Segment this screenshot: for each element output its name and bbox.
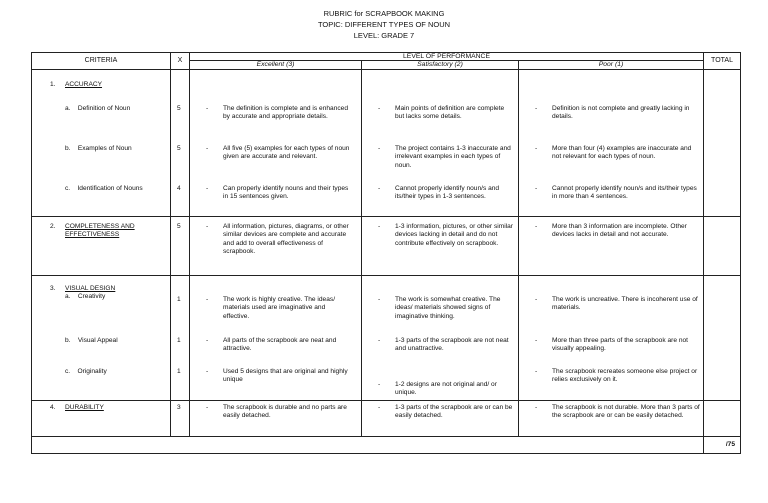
level-line: LEVEL: GRADE 7 bbox=[353, 31, 415, 40]
excellent-descriptor: The definition is complete and is enhanced by accurate and appropriate details. bbox=[223, 105, 348, 121]
satisfactory-header: Satisfactory (2) bbox=[362, 61, 519, 70]
criterion-label: a. Definition of Noun bbox=[65, 105, 131, 112]
total-value: /75 bbox=[725, 441, 736, 448]
poor-descriptor: More than three parts of the scrapbook are not visually appealing. bbox=[552, 337, 688, 353]
level-header: LEVEL OF PERFORMANCE bbox=[190, 53, 704, 61]
satisfactory-descriptor: 1-2 designs are not original and/ or unique. bbox=[395, 381, 497, 397]
weight-value: 1 bbox=[177, 296, 181, 303]
criteria-header: CRITERIA bbox=[32, 53, 171, 70]
section-number: 3. bbox=[50, 285, 56, 292]
topic-line: TOPIC: DIFFERENT TYPES OF NOUN bbox=[317, 20, 451, 29]
section-visual-design: 3. VISUAL DESIGN a. Creativity b. Visual Appeal c. Originality 1 1 1 - The work is highly creative. The ideas/ materials used are imaginative and effective. - All parts of the scrapbook are neat and attractive. - Used 5 designs that are original and highly unique - The work is somewhat creative. The ideas/ materials showed signs of imaginative thinking. - 1-3 parts of the scrapbook are not neat and unattractive. - 1-2 designs are not original and/ or unique. - The work is uncreative. There is incoherent use of materials. - More than three parts of the scrapbook are not visually appealing. - The scrapbook recreates someone else project or relies exclusively on it. bbox=[32, 276, 741, 401]
x-header: X bbox=[171, 53, 190, 70]
poor-descriptor: The scrapbook is not durable. More than 3 parts of the scrapbook are or can be easily detached. bbox=[552, 404, 700, 420]
poor-descriptor: The scrapbook recreates someone else project or relies exclusively on it. bbox=[552, 368, 698, 384]
excellent-descriptor: All parts of the scrapbook are neat and attractive. bbox=[223, 337, 337, 353]
satisfactory-descriptor: 1-3 parts of the scrapbook are or can be easily detached. bbox=[395, 404, 513, 420]
total-header: TOTAL bbox=[704, 53, 741, 70]
weight-value: 1 bbox=[177, 337, 181, 344]
weight-value: 3 bbox=[177, 404, 181, 411]
poor-descriptor: The work is uncreative. There is incoherent use of materials. bbox=[552, 296, 698, 312]
poor-descriptor: Cannot properly identify noun/s and its/their types in more than 4 sentences. bbox=[552, 185, 697, 201]
weight-value: 5 bbox=[177, 145, 181, 152]
excellent-descriptor: The scrapbook is durable and no parts are easily detached. bbox=[223, 404, 347, 420]
satisfactory-descriptor: 1-3 information, pictures, or other similar devices lacking in detail and do not contribute effectively on scrapbook. bbox=[395, 223, 513, 247]
poor-descriptor: More than four (4) examples are inaccurate and not relevant for each types of noun. bbox=[552, 145, 692, 161]
poor-descriptor: More than 3 information are incomplete. Other devices lacks in detail and not accurate. bbox=[552, 223, 687, 239]
section-title: ACCURACY bbox=[65, 81, 103, 88]
excellent-descriptor: The work is highly creative. The ideas/ materials used are imaginative and effective. bbox=[223, 296, 336, 320]
excellent-descriptor: Used 5 designs that are original and highly unique bbox=[223, 368, 348, 384]
section-title: DURABILITY bbox=[65, 404, 104, 411]
section-number: 1. bbox=[50, 81, 56, 88]
satisfactory-descriptor: Cannot properly identify noun/s and its/their types in 1-3 sentences. bbox=[395, 185, 500, 201]
section-durability: 4. DURABILITY 3 - The scrapbook is durable and no parts are easily detached. - 1-3 parts of the scrapbook are or can be easily detached. - The scrapbook is not durable. More than 3 parts of the scrapbook are or can be easily detached. bbox=[32, 401, 741, 437]
criterion-label: b. Examples of Noun bbox=[65, 145, 132, 152]
criterion-label: a. Creativity bbox=[65, 293, 106, 300]
excellent-descriptor: All five (5) examples for each types of noun given are accurate and relevant. bbox=[223, 145, 350, 161]
criterion-label: c. Identification of Nouns bbox=[65, 185, 143, 192]
section-title: EFFECTIVENESS bbox=[65, 231, 120, 238]
weight-value: 5 bbox=[177, 105, 181, 112]
excellent-descriptor: All information, pictures, diagrams, or other similar devices are complete and accurate and add to overall effectiveness of scrapbook. bbox=[223, 223, 349, 256]
rubric-title: RUBRIC for SCRAPBOOK MAKING bbox=[323, 9, 445, 18]
total-row bbox=[32, 437, 741, 454]
weight-value: 1 bbox=[177, 368, 181, 375]
weight-value: 5 bbox=[177, 223, 181, 230]
section-number: 2. bbox=[50, 223, 56, 230]
section-title: VISUAL DESIGN bbox=[65, 285, 116, 292]
criterion-label: c. Originality bbox=[65, 368, 107, 375]
poor-descriptor: Definition is not complete and greatly lacking in details. bbox=[552, 105, 690, 121]
rubric-table bbox=[31, 52, 741, 454]
poor-header: Poor (1) bbox=[519, 61, 704, 70]
criterion-label: b. Visual Appeal bbox=[65, 337, 118, 344]
excellent-descriptor: Can properly identify nouns and their types in 15 sentences given. bbox=[223, 185, 349, 201]
satisfactory-descriptor: The project contains 1-3 inaccurate and irrelevant examples in each types of noun. bbox=[395, 145, 511, 169]
section-accuracy: 1. ACCURACY a. Definition of Noun b. Examples of Noun c. Identification of Nouns 5 5 4 - The definition is complete and is enhanced by accurate and appropriate details. - All five (5) examples for each types of noun given are accurate and relevant. - Can properly identify nouns and their types in 15 sentences given. - Main points of definition are complete but lacks some details. - The project contains 1-3 inaccurate and irrelevant examples in each types of noun. - Cannot properly identify noun/s and its/their types in 1-3 sentences. - Definition is not complete and greatly lacking in details. - More than four (4) examples are inaccurate and not relevant for each types of noun. - Cannot properly identify noun/s and its/their types in more than 4 sentences. bbox=[32, 70, 741, 217]
satisfactory-descriptor: 1-3 parts of the scrapbook are not neat and unattractive. bbox=[395, 337, 509, 353]
section-completeness: 2. COMPLETENESS AND EFFECTIVENESS 5 - All information, pictures, diagrams, or other similar devices are complete and accurate and add to overall effectiveness of scrapbook. - 1-3 information, pictures, or other similar devices lacking in detail and do not contribute effectively on scrapbook. - More than 3 information are incomplete. Other devices lacks in detail and not accurate. bbox=[32, 217, 741, 276]
satisfactory-descriptor: The work is somewhat creative. The ideas/ materials showed signs of imaginative thinking. bbox=[395, 296, 501, 320]
section-title: COMPLETENESS AND bbox=[65, 223, 135, 230]
excellent-header: Excellent (3) bbox=[190, 61, 362, 70]
satisfactory-descriptor: Main points of definition are complete but lacks some details. bbox=[395, 105, 505, 121]
section-number: 4. bbox=[50, 404, 56, 411]
weight-value: 4 bbox=[177, 185, 181, 192]
